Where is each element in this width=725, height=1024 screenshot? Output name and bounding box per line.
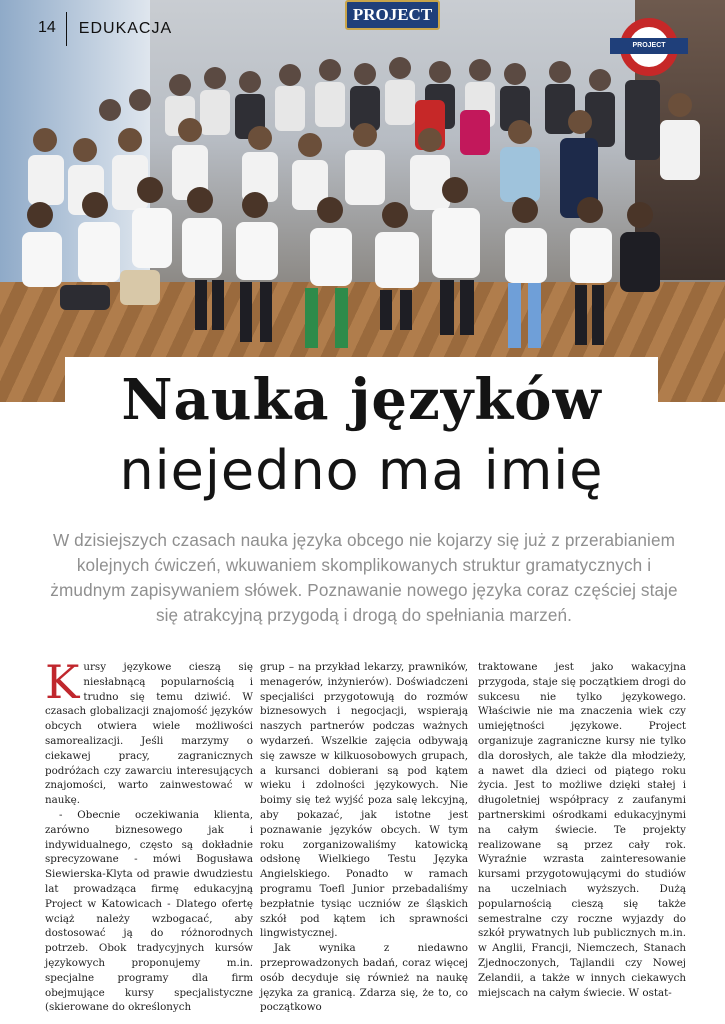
students-crowd-illustration [0,0,725,402]
paragraph-text: ursy językowe cieszą się niesłabnącą popularnością i trudno się temu dziwić. W czasach globalizacji znajomość języków obcych otwiera wiele możliwości samorealizacji. Jeśli marzymy o ciekawej pracy, zagranicznych podróżach czy zawarciu interesujących znajomości, warto zainwestować w naukę. [45,661,253,807]
paragraph: traktowane jest jako wakacyjna przygoda, staje się początkiem drogi do sukcesu nie tylko językowego. Właściwie nie ma znaczenia wiek czy umiejętności językowe. Project organizuje zagraniczne kursy nie tylko dla dorosłych, ale także dla młodzieży, a nawet dla dzieci od piątego roku życia. Jest to możliwe dzięki stałej i długoletniej współpracy z zaufanymi partnerskimi ośrodkami edukacyjnymi na całym świecie. Te projekty realizowane są przez cały rok. Wyraźnie wzrasta zainteresowanie kursami przygotowującymi do studiów na uczelniach wyższych. Dużą popularnością cieszą się także semestralne czy roczne wyjazdy do szkół prywatnych lub publicznych m.in. w Anglii, Francji, Niemczech, Stanach Zjednoczonych, Tajlandii czy Nowej Zelandii, a także w innych ciekawych miejscach na całym świecie. W ostat- [478,661,686,999]
body-column-1 [45,655,253,1015]
body-column-2 [260,660,468,1015]
article-title-line2: niejedno ma imię [119,439,604,502]
body-column-3 [478,660,686,1000]
page-header [38,14,172,44]
paragraph: grup – na przykład lekarzy, prawników, menagerów, inżynierów). Doświadczeni specjaliści przygotowują do rozmów biznesowych i negocjacji, wspierają naszych partnerów podczas ważnych wydarzeń. Wszelkie zajęcia odbywają się zawsze w kilkuosobowych grupach, a kursanci dobierani są pod kątem wieku i zdolności językowych. Nie boimy się też wyjść poza salę lekcyjną, aby pokazać, jak istotne jest poznawanie języków obcych. W tym roku zorganizowaliśmy katowicką odsłonę Wielkiego Testu Języka Angielskiego. Ponadto w ramach programu Toefl Junior przebadaliśmy bezpłatnie tysiąc uczniów ze śląskich szkół pod kątem ich sprawności lingwistycznej. [260,661,468,940]
title-box [65,357,658,522]
group-photo [0,0,725,402]
paragraph [45,655,253,808]
article-title-line1: Nauka języków [121,367,602,433]
section-label: EDUKACJA [78,20,173,37]
drop-cap: K [45,655,80,709]
roundel-sign-label: PROJECT [610,38,688,54]
paragraph: - Obecnie oczekiwania klienta, zarówno biznesowego jak i indywidualnego, często są dokładnie sprecyzowane - mówi Bogusława Siewierska-Klyta od prawie dwudziestu lat prowadząca firmę edukacyjną Project w Katowicach - Dlatego ofertę wciąż należy wzbogacać, aby dostosować ją do różnorodnych potrzeb. Obok tradycyjnych kursów językowych proponujemy m.in. specjalne programy dla firm obejmujące kursy specjalistyczne (skierowane do określonych [45,808,253,1014]
page-number: 14 [38,12,67,46]
paragraph: Jak wynika z niedawno przeprowadzonych badań, coraz więcej osób decyduje się również na naukę języka za granicą. Zdarza się, że to, co początkowo [260,942,468,1014]
article-lead: W dzisiejszych czasach nauka języka obcego nie kojarzy się już z przerabianiem kolejnych ćwiczeń, wkuwaniem skomplikowanych struktur gramatycznych i żmudnym zapisywaniem słówek. Poznawanie nowego języka coraz częściej staje się atrakcyjną przygodą i drogą do spełniania marzeń. [50,530,678,625]
project-logo-banner: PROJECT [345,0,440,30]
